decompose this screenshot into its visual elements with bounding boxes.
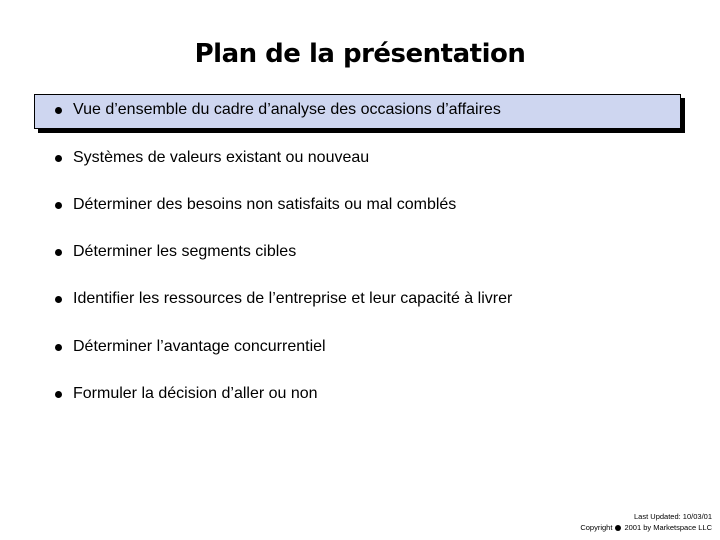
bullet-item	[48, 192, 456, 218]
bullet-item	[48, 239, 296, 265]
bullet-dot-icon	[55, 391, 62, 398]
bullet-text: Déterminer des besoins non satisfaits ou mal comblés	[73, 196, 457, 213]
bullet-dot-icon	[55, 296, 62, 303]
bullet-dot-icon	[55, 344, 62, 351]
bullet-item	[48, 334, 326, 360]
bullet-item	[48, 286, 512, 312]
copyright-icon	[615, 525, 621, 531]
copyright-line	[580, 522, 712, 533]
bullet-text: Déterminer l’avantage concurrentiel	[73, 338, 326, 355]
bullet-item	[48, 381, 318, 407]
bullet-text: Vue d’ensemble du cadre d’analyse des occasions d’affaires	[73, 101, 501, 118]
bullet-dot-icon	[55, 202, 62, 209]
footer	[580, 511, 712, 533]
bullet-item	[48, 145, 369, 171]
bullet-item	[48, 97, 501, 123]
copyright-suffix: 2001 by Marketspace LLC	[624, 523, 712, 532]
bullet-dot-icon	[55, 107, 62, 114]
bullet-dot-icon	[55, 155, 62, 162]
copyright-prefix: Copyright	[580, 523, 613, 532]
bullet-text: Systèmes de valeurs existant ou nouveau	[73, 149, 370, 166]
bullet-text: Identifier les ressources de l’entreprise et leur capacité à livrer	[73, 290, 513, 307]
slide-title: Plan de la présentation	[194, 39, 526, 69]
bullet-text: Formuler la décision d’aller ou non	[73, 385, 318, 402]
bullet-text: Déterminer les segments cibles	[73, 243, 297, 260]
last-updated-text: Last Updated: 10/03/01	[634, 512, 712, 521]
bullet-dot-icon	[55, 249, 62, 256]
